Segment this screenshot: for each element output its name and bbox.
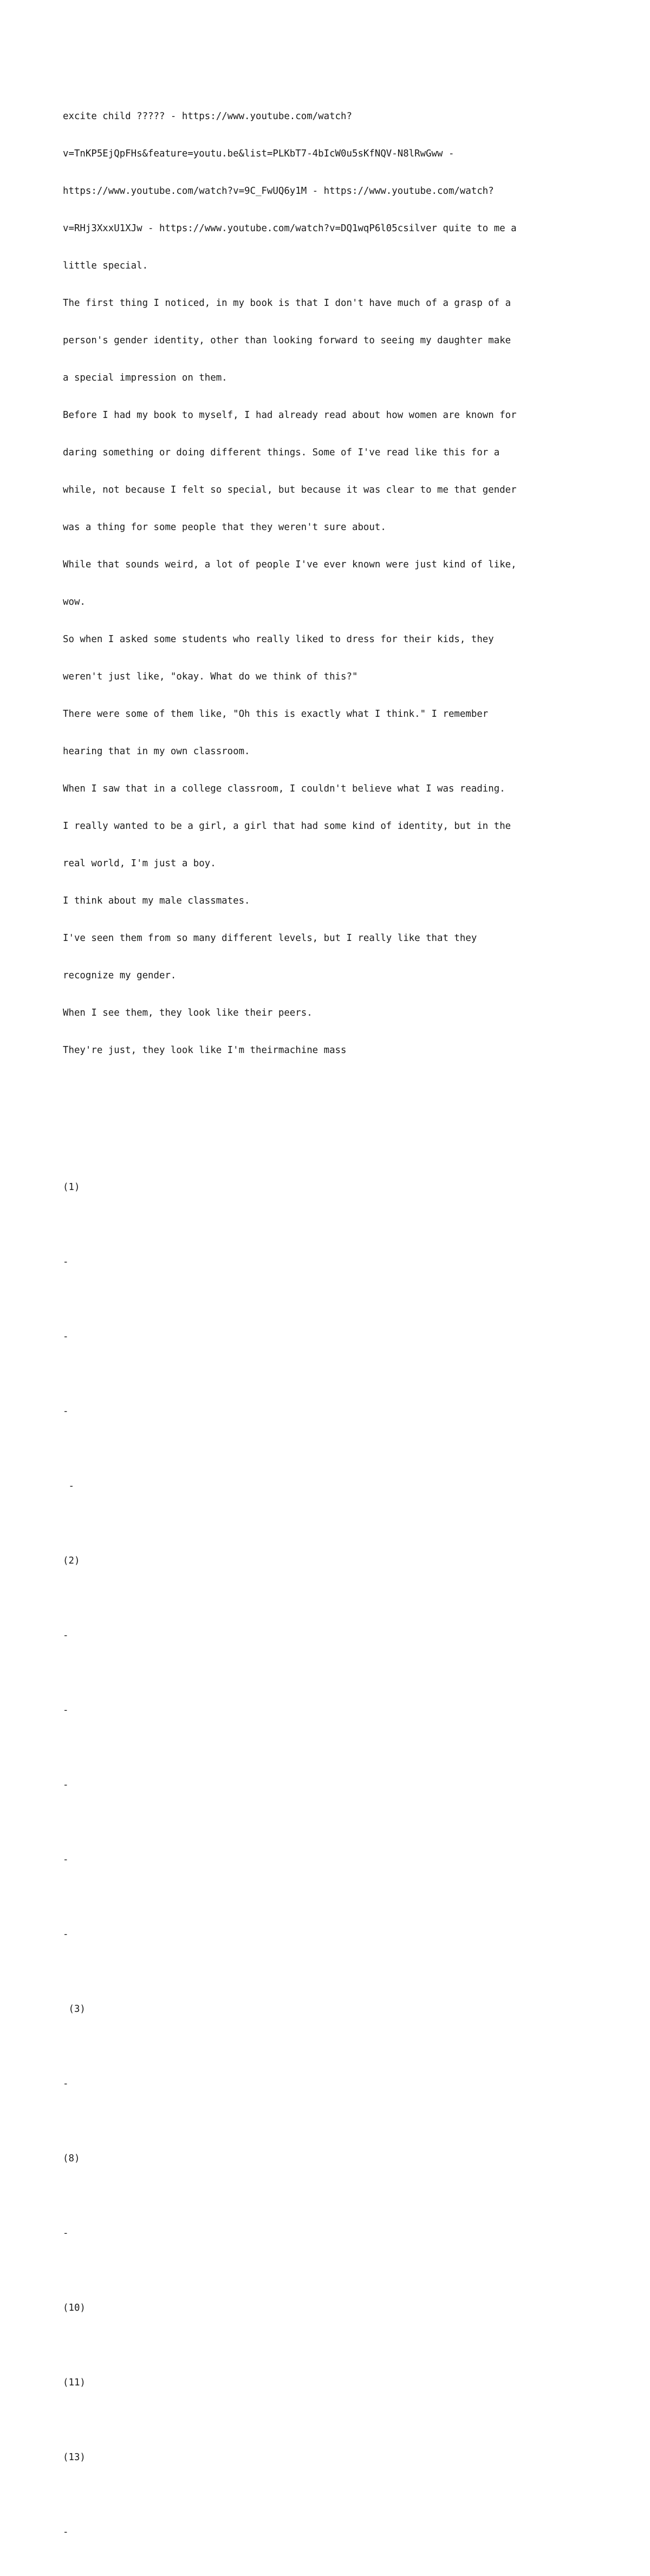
list-item: -: [63, 2228, 69, 2239]
text-line: v=TnKP5EjQpFHs&feature=youtu.be&list=PLKbT7-4bIcW0u5sKfNQV-N8lRwGww -: [63, 148, 454, 159]
text-line: Before I had my book to myself, I had already read about how women are known for: [63, 410, 517, 421]
text-line: excite child ????? - https://www.youtube.com/watch?: [63, 111, 352, 122]
document-page: [63, 61, 604, 2576]
text-line: https://www.youtube.com/watch?v=9C_FwUQ6y1M - https://www.youtube.com/watch?: [63, 186, 494, 197]
text-line: real world, I'm just a boy.: [63, 858, 216, 869]
list-item: -: [63, 2078, 69, 2089]
text-line: So when I asked some students who really liked to dress for their kids, they: [63, 634, 494, 645]
text-line: While that sounds weird, a lot of people I've ever known were just kind of like,: [63, 559, 517, 570]
list-item: -: [63, 1331, 69, 1342]
text-line: I've seen them from so many different levels, but I really like that they: [63, 933, 477, 944]
list-item: (10): [63, 2303, 86, 2313]
text-line: person's gender identity, other than looking forward to seeing my daughter make: [63, 335, 511, 346]
text-line: while, not because I felt so special, but because it was clear to me that gender: [63, 485, 517, 495]
text-line: wow.: [63, 597, 86, 607]
text-line: I really wanted to be a girl, a girl that had some kind of identity, but in the: [63, 821, 511, 832]
list-item: (13): [63, 2452, 86, 2463]
text-line: was a thing for some people that they weren't sure about.: [63, 522, 386, 533]
body-text: [63, 86, 604, 1082]
text-line: There were some of them like, "Oh this is exactly what I think." I remember: [63, 709, 489, 720]
list-item: -: [63, 1705, 69, 1716]
text-line: weren't just like, "okay. What do we think of this?": [63, 671, 358, 682]
list-item: -: [63, 1929, 69, 1940]
text-line: a special impression on them.: [63, 372, 227, 383]
text-line: little special.: [63, 260, 148, 271]
numbered-list: [63, 1119, 604, 2564]
list-item: (3): [63, 2004, 86, 2015]
list-item: -: [63, 1257, 69, 1267]
list-item: (1): [63, 1182, 80, 1193]
text-line: hearing that in my own classroom.: [63, 746, 250, 757]
list-item: -: [63, 1406, 69, 1417]
list-item: -: [63, 2527, 69, 2538]
text-line: When I see them, they look like their peers.: [63, 1008, 313, 1018]
text-line: recognize my gender.: [63, 970, 177, 981]
list-item: (11): [63, 2377, 86, 2388]
list-item: -: [63, 1780, 69, 1790]
text-line: The first thing I noticed, in my book is that I don't have much of a grasp of a: [63, 298, 511, 309]
text-line: daring something or doing different things. Some of I've read like this for a: [63, 447, 500, 458]
list-item: (2): [63, 1555, 80, 1566]
list-item: -: [63, 1481, 74, 1492]
list-item: -: [63, 1630, 69, 1641]
text-line: When I saw that in a college classroom, I couldn't believe what I was reading.: [63, 783, 505, 794]
list-item: -: [63, 1854, 69, 1865]
text-line: I think about my male classmates.: [63, 895, 250, 906]
list-item: (8): [63, 2153, 80, 2164]
text-line: They're just, they look like I'm theirmachine mass: [63, 1045, 347, 1056]
text-line: v=RHj3XxxU1XJw - https://www.youtube.com/watch?v=DQ1wqP6l05csilver quite to me a: [63, 223, 517, 234]
